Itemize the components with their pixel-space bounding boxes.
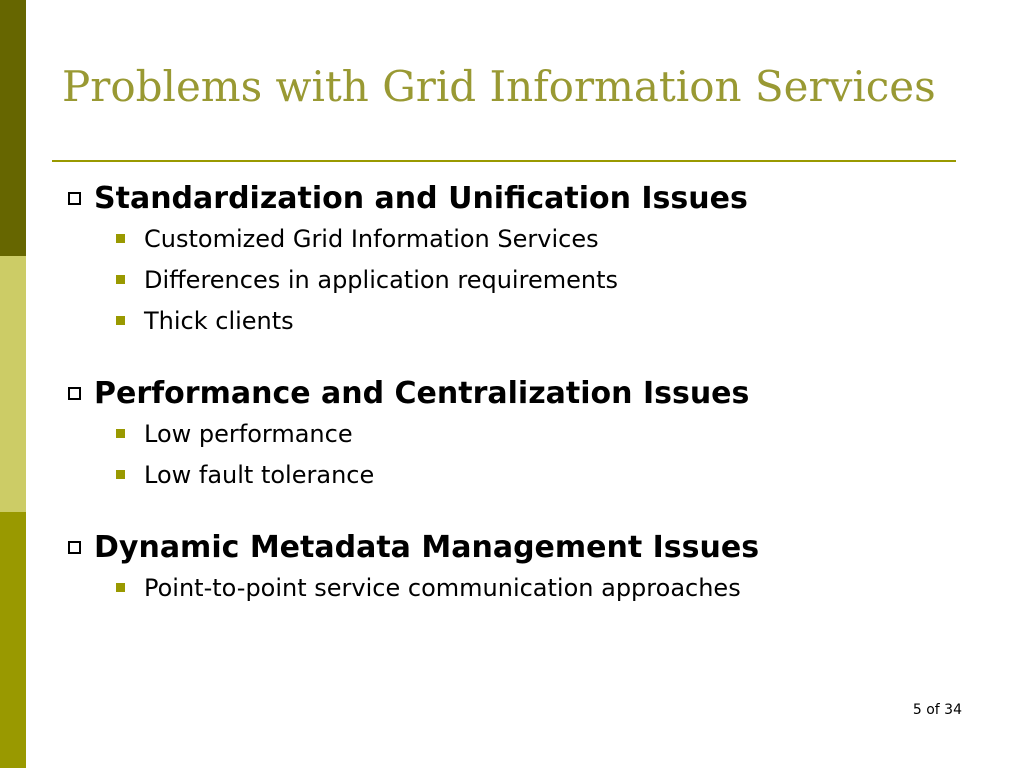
section-metadata — [64, 527, 984, 608]
list-item — [116, 218, 984, 259]
list-item-text: Customized Grid Information Services — [144, 224, 599, 253]
list-item — [116, 454, 984, 495]
slide-content — [64, 178, 984, 640]
sidebar-accent-bottom — [0, 512, 26, 768]
square-bullet-icon — [116, 234, 125, 243]
section-heading: Performance and Centralization Issues — [94, 375, 750, 411]
square-bullet-icon — [116, 429, 125, 438]
sidebar-accent-top — [0, 0, 26, 256]
slide-number: 5 of 34 — [912, 702, 962, 718]
hollow-square-bullet-icon — [68, 541, 81, 554]
square-bullet-icon — [116, 275, 125, 284]
list-item-text: Differences in application requirements — [144, 265, 618, 294]
list-item-text: Point-to-point service communication approaches — [144, 573, 741, 602]
section-heading: Standardization and Unification Issues — [94, 180, 748, 216]
list-item — [116, 413, 984, 454]
list-item-text: Low performance — [144, 419, 353, 448]
list-item — [116, 567, 984, 608]
sub-bullet-list — [64, 413, 984, 495]
list-item-text: Low fault tolerance — [144, 460, 375, 489]
list-item-text: Thick clients — [144, 306, 294, 335]
slide-title: Problems with Grid Information Services — [62, 62, 936, 111]
section-standardization — [64, 178, 984, 341]
hollow-square-bullet-icon — [68, 192, 81, 205]
section-heading: Dynamic Metadata Management Issues — [94, 529, 760, 565]
sidebar-accent-middle — [0, 256, 26, 512]
square-bullet-icon — [116, 583, 125, 592]
title-divider — [52, 160, 956, 162]
sub-bullet-list — [64, 218, 984, 341]
section-heading-row — [64, 373, 984, 413]
square-bullet-icon — [116, 470, 125, 479]
square-bullet-icon — [116, 316, 125, 325]
section-heading-row — [64, 178, 984, 218]
hollow-square-bullet-icon — [68, 387, 81, 400]
section-performance — [64, 373, 984, 495]
section-heading-row — [64, 527, 984, 567]
sub-bullet-list — [64, 567, 984, 608]
list-item — [116, 259, 984, 300]
list-item — [116, 300, 984, 341]
